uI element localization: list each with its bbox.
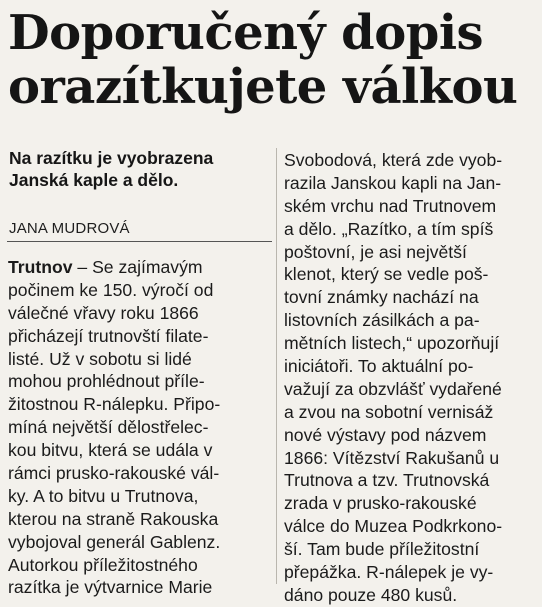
body-line: žitostnou R-nálepku. Připo- [8, 394, 221, 415]
body-line: poštovní, je asi největší [284, 241, 467, 262]
body-line: a zvou na sobotní vernisáž [284, 401, 494, 422]
body-line: iniciátoři. To aktuální po- [284, 356, 474, 377]
body-line: klenot, který se vedle poš- [284, 264, 489, 285]
body-line: dáno pouze 480 kusů. [284, 584, 458, 605]
headline [8, 6, 538, 114]
body-line: vybojoval generál Gablenz. [8, 531, 221, 552]
body-line: mohou prohlédnout příle- [8, 371, 205, 392]
body-line: ky. A to bitvu u Trutnova, [8, 485, 199, 506]
body-line: kterou na straně Rakouska [8, 508, 219, 529]
body-line: listé. Už v sobotu si lidé [8, 348, 192, 369]
body-line: 1866: Vítězství Rakušanů u [284, 447, 500, 468]
subheadline-line: Na razítku je vyobrazena [9, 148, 214, 168]
body-line: tovní známky nachází na [284, 287, 479, 308]
headline-line: Doporučený dopis [8, 5, 484, 61]
body-text: – Se zajímavým [72, 257, 203, 277]
body-line: počinem ke 150. výročí od [8, 279, 214, 300]
body-line: razila Janskou kapli na Jan- [284, 172, 502, 193]
body-line: ší. Tam bude příležitostní [284, 539, 480, 560]
body-line: nové výstavy pod názvem [284, 424, 487, 445]
body-line: kou bitvu, která se udála v [8, 440, 213, 461]
column-divider [276, 148, 277, 584]
body-line: přepážka. R-nálepek je vy- [284, 562, 494, 583]
author-byline: JANA MUDROVÁ [9, 220, 130, 237]
body-line: míná největší dělostřelec- [8, 417, 209, 438]
body-line: válce do Muzea Podkrkono- [284, 516, 503, 537]
dateline-place: Trutnov [8, 257, 73, 277]
headline-line: orazítkujete válkou [8, 59, 518, 115]
article-column-right [284, 149, 540, 607]
body-line: a dělo. „Razítko, a tím spíš [284, 218, 494, 239]
body-line: zrada v prusko-rakouské [284, 493, 477, 514]
body-line: razítka je výtvarnice Marie [8, 577, 213, 598]
subheadline [9, 147, 267, 191]
body-line: Autorkou příležitostného [8, 554, 198, 575]
article-column-left [8, 256, 270, 599]
body-line: přicházejí trutnovští filate- [8, 325, 209, 346]
byline-divider [7, 241, 272, 242]
body-line: listovních zásilkách a pa- [284, 310, 480, 331]
body-line: Trutnova a tzv. Trutnovská [284, 470, 490, 491]
body-line: važují za obzvlášť vydařené [284, 378, 502, 399]
body-line: rámci prusko-rakouské vál- [8, 463, 220, 484]
subheadline-line: Janská kaple a dělo. [9, 170, 179, 190]
body-line: ském vrchu nad Trutnovem [284, 195, 497, 216]
body-line-first [8, 256, 270, 279]
body-line: Svobodová, která zde vyob- [284, 150, 503, 170]
body-line: mětních listech,“ upozorňují [284, 333, 500, 354]
body-line: válečné vřavy roku 1866 [8, 302, 199, 323]
